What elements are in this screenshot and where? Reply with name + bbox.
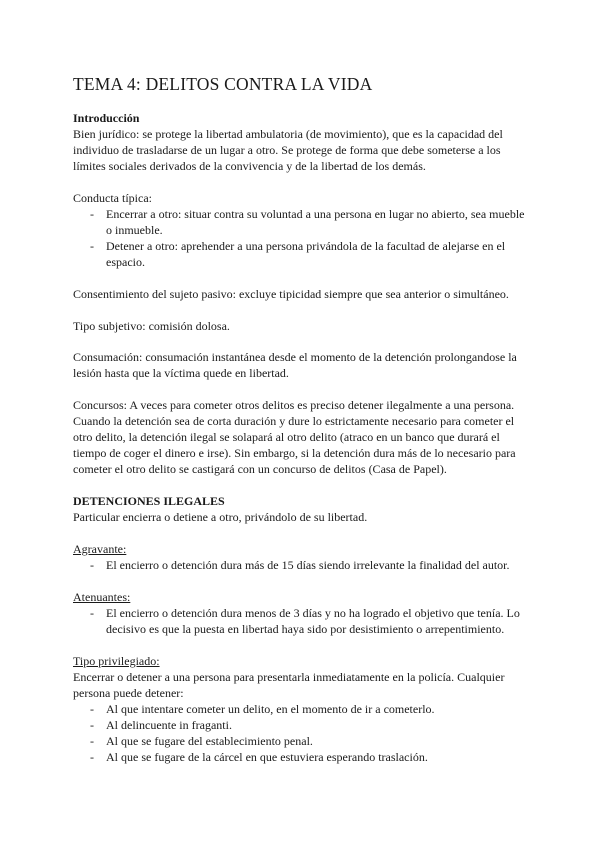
list-item xyxy=(73,749,533,765)
intro-text: Bien jurídico: se protege la libertad ambulatoria (de movimiento), que es la capacidad del individuo de trasladarse de un lugar a otro. Se protege de forma que debe someterse a los límites sociales derivados de la convivencia y de la libertad de los demás. xyxy=(73,127,503,173)
list-item-text: El encierro o detención dura menos de 3 días y no ha logrado el objetivo que tenía. Lo decisivo es que la puesta en libertad haya sido por desistimiento o arrepentimiento. xyxy=(106,606,520,636)
bullet-dash: - xyxy=(90,558,94,572)
bullet-dash: - xyxy=(90,239,94,253)
list-item-text: Al que intentare cometer un delito, en el momento de ir a cometerlo. xyxy=(106,702,435,716)
list-item xyxy=(73,701,533,717)
privilegiado-label: Tipo privilegiado: xyxy=(73,654,160,668)
list-item-text: El encierro o detención dura más de 15 días siendo irrelevante la finalidad del autor. xyxy=(106,558,510,572)
list-item-text: Al que se fugare de la cárcel en que estuviera esperando traslación. xyxy=(106,750,428,764)
agravante-label: Agravante: xyxy=(73,542,127,556)
list-item xyxy=(73,206,533,238)
privilegiado-text: Encerrar o detener a una persona para presentarla inmediatamente en la policía. Cualquier persona puede detener: xyxy=(73,670,505,700)
list-item-text: Encerrar a otro: situar contra su voluntad a una persona en lugar no abierto, sea mueble o inmueble. xyxy=(106,207,525,237)
bullet-dash: - xyxy=(90,718,94,732)
agravante-section xyxy=(73,541,533,573)
intro-heading: Introducción xyxy=(73,111,140,125)
detenciones-section xyxy=(73,493,533,525)
bullet-dash: - xyxy=(90,734,94,748)
list-item xyxy=(73,717,533,733)
bullet-dash: - xyxy=(90,702,94,716)
consumacion-paragraph: Consumación: consumación instantánea desde el momento de la detención prolongandose la lesión hasta que la víctima quede en libertad. xyxy=(73,350,517,380)
detenciones-heading: DETENCIONES ILEGALES xyxy=(73,494,225,508)
privilegiado-section xyxy=(73,653,533,765)
list-item xyxy=(73,557,533,573)
list-item xyxy=(73,238,533,270)
bullet-dash: - xyxy=(90,207,94,221)
atenuantes-section xyxy=(73,589,533,637)
bullet-dash: - xyxy=(90,750,94,764)
concursos-paragraph: Concursos: A veces para cometer otros delitos es preciso detener ilegalmente a una persona. Cuando la detención sea de corta duración y dure lo estrictamente necesario para cometer el otro delito, la detención ilegal se solapará al otro delito (atraco en un banco que durará el tiempo de coger el dinero e irse). Sin embargo, si la detención dura más de lo necesario para cometer el otro delito se castigará con un concurso de delitos (Casa de Papel). xyxy=(73,398,516,476)
atenuantes-label: Atenuantes: xyxy=(73,590,131,604)
tipo-subjetivo-paragraph: Tipo subjetivo: comisión dolosa. xyxy=(73,319,230,333)
list-item xyxy=(73,733,533,749)
list-item-text: Detener a otro: aprehender a una persona privándola de la facultad de alejarse en el espacio. xyxy=(106,239,506,269)
consentimiento-paragraph: Consentimiento del sujeto pasivo: excluye tipicidad siempre que sea anterior o simultáneo. xyxy=(73,287,509,301)
list-item xyxy=(73,605,533,637)
bullet-dash: - xyxy=(90,606,94,620)
detenciones-text: Particular encierra o detiene a otro, privándolo de su libertad. xyxy=(73,510,368,524)
intro-section xyxy=(73,110,533,174)
conducta-label: Conducta típica: xyxy=(73,191,152,205)
list-item-text: Al que se fugare del establecimiento penal. xyxy=(106,734,313,748)
list-item-text: Al delincuente in fraganti. xyxy=(106,718,232,732)
conducta-section xyxy=(73,190,533,270)
page-title: TEMA 4: DELITOS CONTRA LA VIDA xyxy=(73,74,373,94)
